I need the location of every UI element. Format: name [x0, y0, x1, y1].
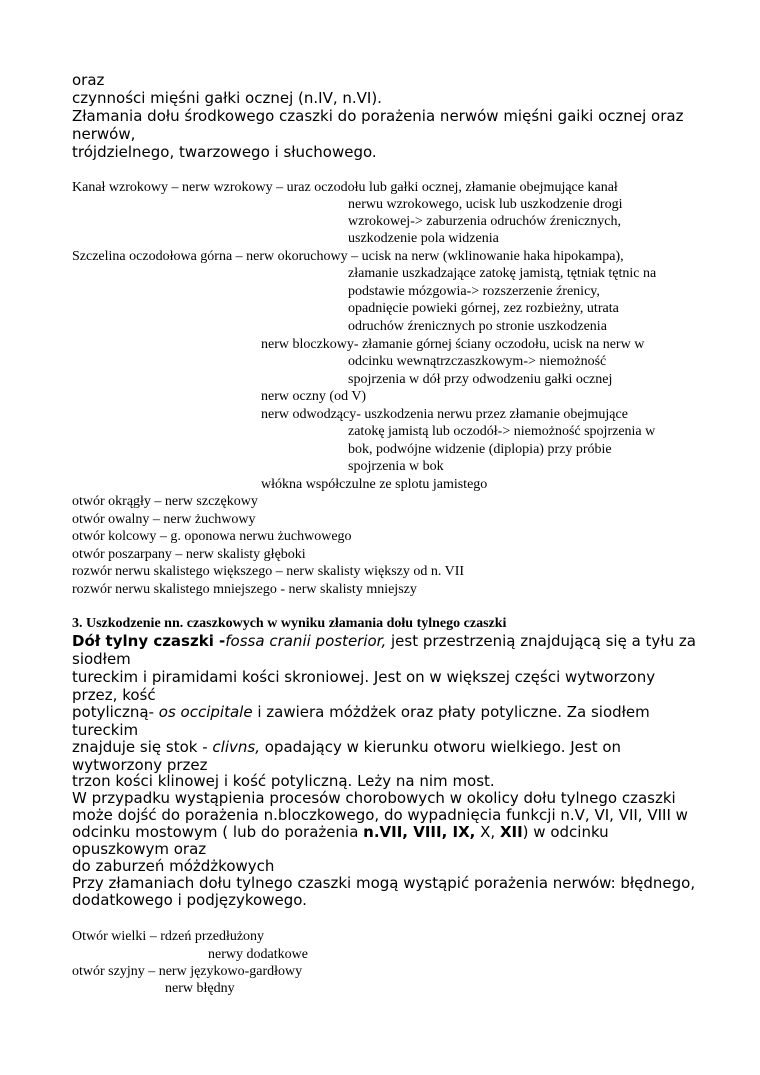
section-3-heading: 3. Uszkodzenie nn. czaszkowych w wyniku złamania dołu tylnego czaszki [72, 616, 507, 631]
s4-line-2: nerwy dodatkowe [208, 947, 308, 962]
s2-line-11: odcinku wewnątrzczaszkowym-> niemożność [348, 354, 607, 369]
s2-line-7: podstawie mózgowia-> rozszerzenie źrenicy, [348, 284, 600, 299]
s4-line-4: nerw błędny [165, 981, 235, 996]
latin-clivus: clivns, [207, 738, 260, 756]
s3-line-13: opuszkowym oraz [72, 840, 207, 858]
s3-line-8: wytworzony przez [72, 756, 208, 774]
s1-line-3: Złamania dołu środkowego czaszki do porażenia nerwów mięśni gaiki ocznej oraz [72, 107, 684, 125]
s3-line-10: W przypadku wystąpienia procesów chorobowych w okolicy dołu tylnego czaszki [72, 789, 676, 807]
s3-line-7-a: znajduje się stok - [72, 738, 208, 756]
s3-line-9: trzon kości klinowej i kość potyliczną. Leży na nim most. [72, 772, 495, 790]
s2-line-2: nerwu wzrokowego, ucisk lub uszkodzenie drogi [348, 197, 623, 212]
s3-line-11: może dojść do porażenia n.bloczkowego, do wypadnięcia funkcji n.V, VI, VII, VIII w [72, 806, 688, 824]
s2-line-3: wzrokowej-> zaburzenia odruchów źrenicznych, [348, 214, 621, 229]
s1-line-1: oraz [72, 71, 105, 89]
s3-line-5-a: potyliczną- [72, 703, 155, 721]
s4-line-3: otwór szyjny – nerw językowo-gardłowy [72, 964, 303, 979]
s2-line-12: spojrzenia w dół przy odwodzeniu gałki ocznej [348, 372, 613, 387]
s3-line-7-b: opadający w kierunku otworu wielkiego. Jest on [259, 738, 622, 756]
nerves-bold-1: n.VII, VIII, IX, [363, 823, 476, 841]
s3-line-2: siodłem [72, 650, 131, 668]
s3-line-3: tureckim i piramidami kości skroniowej. Jest on w większej części wytworzony [72, 668, 656, 686]
s3-line-16: dodatkowego i podjęzykowego. [72, 891, 307, 909]
latin-os-occipitale: os occipitale [154, 703, 253, 721]
s3-line-12-d: ) w odcinku [522, 823, 609, 841]
s3-line-12 [72, 823, 609, 841]
s2-line-22: otwór poszarpany – nerw skalisty głęboki [72, 547, 306, 562]
s2-line-4: uszkodzenie pola widzenia [348, 231, 499, 246]
s2-line-19: otwór okrągły – nerw szczękowy [72, 494, 258, 509]
latin-fossa: fossa cranii posterior, [225, 632, 387, 650]
s1-line-2: czynności mięśni gałki ocznej (n.IV, n.VI). [72, 89, 382, 107]
s2-line-10: nerw bloczkowy- złamanie górnej ściany oczodołu, ucisk na nerw w [261, 337, 645, 352]
s2-line-20: otwór owalny – nerw żuchwowy [72, 512, 256, 527]
s2-line-23: rozwór nerwu skalistego większego – nerw skalisty większy od n. VII [72, 564, 465, 579]
s2-line-24: rozwór nerwu skalistego mniejszego - nerw skalisty mniejszy [72, 582, 417, 597]
s4-line-1: Otwór wielki – rdzeń przedłużony [72, 929, 265, 944]
term-fossa-bold: Dół tylny czaszki - [72, 632, 226, 650]
s2-line-16: bok, podwójne widzenie (diplopia) przy próbie [348, 442, 612, 457]
s3-line-5 [72, 703, 650, 721]
s3-line-12-a: odcinku mostowym ( lub do porażenia [72, 823, 364, 841]
s3-line-15: Przy złamaniach dołu tylnego czaszki mogą wystąpić porażenia nerwów: błędnego, [72, 874, 696, 892]
s2-line-15: zatokę jamistą lub oczodół-> niemożność spojrzenia w [348, 424, 656, 439]
s3-line-7 [72, 738, 621, 756]
s3-line-5-b: i zawiera móżdżek oraz płaty potyliczne. Za siodłem [252, 703, 650, 721]
s2-line-8: opadnięcie powieki górnej, zez rozbieżny, utrata [348, 301, 619, 316]
s3-line-1 [72, 632, 696, 650]
s2-line-14: nerw odwodzący- uszkodzenia nerwu przez złamanie obejmujące [261, 407, 628, 422]
s3-line-6: tureckim [72, 721, 139, 739]
s1-line-5: trójdzielnego, twarzowego i słuchowego. [72, 143, 377, 161]
s2-line-18: włókna współczulne ze splotu jamistego [261, 477, 488, 492]
s3-line-4: przez, kość [72, 686, 156, 704]
s3-line-14: do zaburzeń móżdżkowych [72, 857, 275, 875]
s2-line-6: złamanie uszkadzające zatokę jamistą, tętniak tętnic na [348, 266, 657, 281]
s1-line-4: nerwów, [72, 125, 136, 143]
s2-line-5: Szczelina oczodołowa górna – nerw okoruchowy – ucisk na nerw (wklinowanie haka hipokampa), [72, 249, 624, 264]
s2-line-17: spojrzenia w bok [348, 459, 444, 474]
s3-line-1-rest: jest przestrzenią znajdującą się a tyłu za [386, 632, 696, 650]
s2-line-21: otwór kolcowy – g. oponowa nerwu żuchwowego [72, 529, 352, 544]
s2-line-1: Kanał wzrokowy – nerw wzrokowy – uraz oczodołu lub gałki ocznej, złamanie obejmujące kanał [72, 180, 618, 195]
nerves-bold-2: XII [499, 823, 523, 841]
s2-line-13: nerw oczny (od V) [261, 389, 367, 404]
s3-line-12-c: X, [475, 823, 500, 841]
s2-line-9: odruchów źrenicznych po stronie uszkodzenia [348, 319, 607, 334]
